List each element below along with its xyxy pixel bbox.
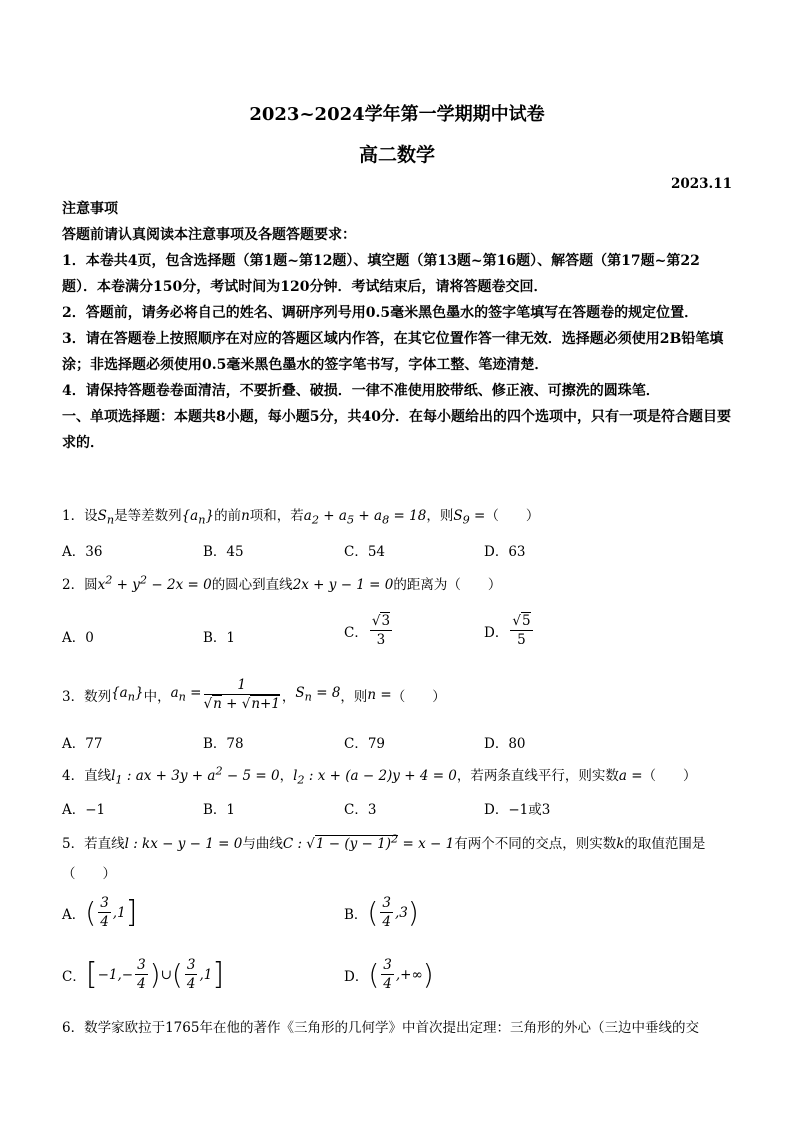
question-2-stem: 2．圆$x^2 + y^2 - 2x = 0$的圆心到直线2x + y − 1 = 0的距离为（ ） <box>62 573 502 593</box>
question-4-options <box>62 798 734 822</box>
exam-title: 2023~2024学年第一学期期中试卷 <box>249 104 545 125</box>
q5-option-b[interactable]: B．( $\frac{3}{4}$ ,3) <box>344 895 419 930</box>
q4-option-c[interactable]: C．3 <box>344 802 377 818</box>
question-3-stem: 3．数列$\{a_n\}$中，$a_n$ = $\frac{1}{√n + √n+1}$ ，$S_n = 8$，则n =（ ） <box>62 677 446 712</box>
section1-heading: 一、单项选择题：本题共8小题，每小题5分，共40分．在每小题给出的四个选项中，只有一项是符合题目要求的． <box>62 409 731 451</box>
notice-item-3: 3．请在答题卷上按照顺序在对应的答题区域内作答，在其它位置作答一律无效．选择题必须使用2B铅笔填涂；非选择题必须使用0.5毫米黑色墨水的签字笔书写，字体工整、笔迹清楚． <box>62 331 724 373</box>
q1-option-b[interactable]: B．45 <box>203 544 244 560</box>
q2-option-b[interactable]: B．1 <box>203 630 236 646</box>
q3-option-c[interactable]: C．79 <box>344 736 386 752</box>
notice-item-4: 4．请保持答题卷卷面清洁，不要折叠、破损．一律不准使用胶带纸、修正液、可擦洗的圆珠笔． <box>62 383 660 399</box>
question-3-options <box>62 732 734 756</box>
q5-option-c[interactable]: C．[−1,− $\frac{3}{4}$ )∪( $\frac{3}{4}$ ,1] <box>62 957 225 992</box>
question-5-options-row2 <box>62 956 734 1004</box>
question-5-stem: 5．若直线l : kx − y − 1 = 0与曲线C : $√1 - (y - 1)^2 = x - 1$有两个不同的交点，则实数k的取值范围是 <box>62 832 706 852</box>
question-4-stem: 4．直线$l_1$ : ax + $3y + a^2 - 5 = 0$，$l_2$ : x + (a − 2)y + 4 = 0，若两条直线平行，则实数a =（ ） <box>62 764 697 787</box>
q2-option-c[interactable]: C． $\frac{√3}{3}$ <box>344 613 391 648</box>
notice-heading: 注意事项 <box>62 201 118 217</box>
q3-option-b[interactable]: B．78 <box>203 736 244 752</box>
question-1-stem: 1．设$S_n$是等差数列$\{a_n\}$的前n项和，若$a_2 + a_5 + a_8 = 18$，则$S_9$ =（ ） <box>62 508 540 527</box>
question-5-paren: （ ） <box>62 866 116 882</box>
exam-subtitle: 高二数学 <box>358 144 435 166</box>
q4-option-b[interactable]: B．1 <box>203 802 236 818</box>
q1-option-c[interactable]: C．54 <box>344 544 386 560</box>
q2-option-a[interactable]: A．0 <box>62 630 94 646</box>
question-2-options <box>62 612 734 658</box>
notice-item-1: 1．本卷共4页，包含选择题（第1题~第12题）、填空题（第13题~第16题）、解答题（第17题~第22题）．本卷满分150分，考试时间为120分钟．考试结束后，请将答题卷交回． <box>62 253 700 295</box>
q3-option-a[interactable]: A．77 <box>62 736 103 752</box>
q5-option-d[interactable]: D．( $\frac{3}{4}$ ,+∞) <box>344 957 434 992</box>
question-5-options-row1 <box>62 894 734 942</box>
q5-option-a[interactable]: A．( $\frac{3}{4}$ ,1] <box>62 895 138 930</box>
q4-option-d[interactable]: D．−1或3 <box>484 802 551 818</box>
notice-intro: 答题前请认真阅读本注意事项及各题答题要求： <box>62 227 356 243</box>
notice-item-2: 2．答题前，请务必将自己的姓名、调研序列号用0.5毫米黑色墨水的签字笔填写在答题卷的规定位置． <box>62 305 699 321</box>
question-6-stem: 6．数学家欧拉于1765年在他的著作《三角形的几何学》中首次提出定理：三角形的外心（三边中垂线的交 <box>62 1020 699 1036</box>
q2-option-d[interactable]: D． $\frac{√5}{5}$ <box>484 613 531 648</box>
q3-option-d[interactable]: D．80 <box>484 736 526 752</box>
question-1-options <box>62 540 734 564</box>
notice-section <box>62 196 734 456</box>
q4-option-a[interactable]: A．−1 <box>62 802 106 818</box>
exam-date: 2023.11 <box>670 176 732 192</box>
q1-option-a[interactable]: A．36 <box>62 544 103 560</box>
q1-option-d[interactable]: D．63 <box>484 544 526 560</box>
